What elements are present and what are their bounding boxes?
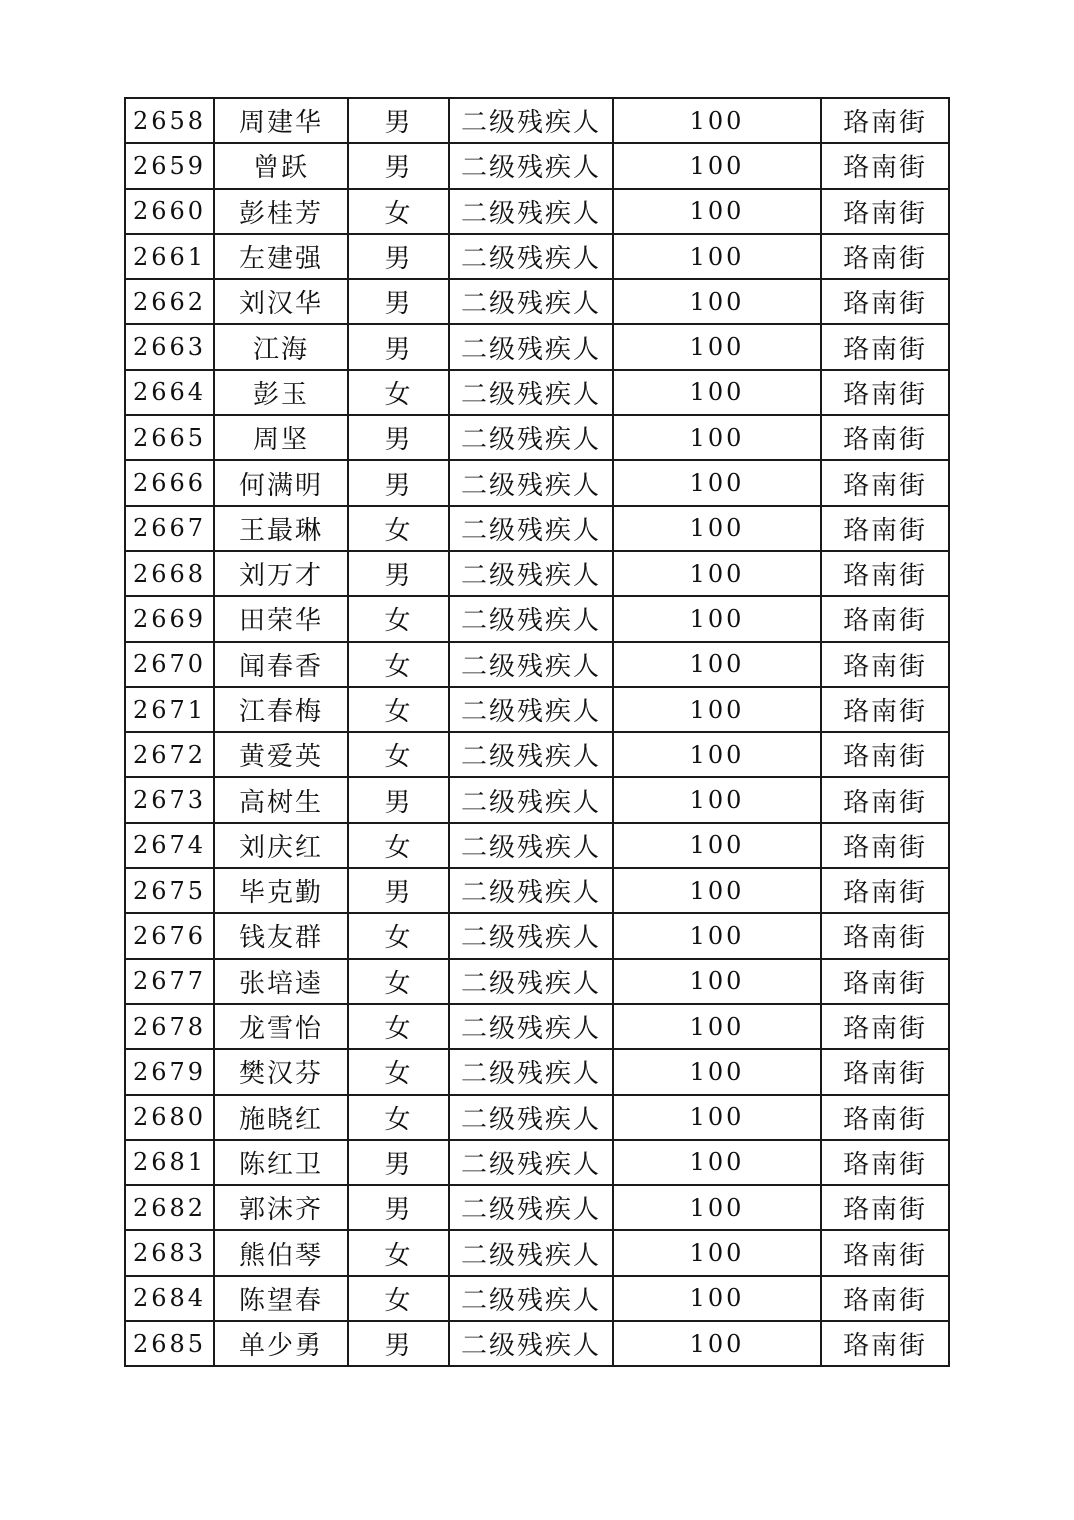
gender-cell: 男 <box>348 1140 449 1185</box>
name-cell: 钱友群 <box>214 913 348 958</box>
amount-cell: 100 <box>613 1321 821 1366</box>
table-row <box>125 415 949 460</box>
amount-cell: 100 <box>613 1004 821 1049</box>
serial-number-cell: 2664 <box>125 370 214 415</box>
serial-number-cell: 2685 <box>125 1321 214 1366</box>
name-cell: 曾跃 <box>214 143 348 188</box>
serial-number-cell: 2665 <box>125 415 214 460</box>
table-row <box>125 1140 949 1185</box>
street-cell: 珞南街 <box>821 189 949 234</box>
disability-level-cell: 二级残疾人 <box>449 324 613 369</box>
street-cell: 珞南街 <box>821 959 949 1004</box>
table-row <box>125 460 949 505</box>
amount-cell: 100 <box>613 415 821 460</box>
name-cell: 刘庆红 <box>214 823 348 868</box>
disability-level-cell: 二级残疾人 <box>449 506 613 551</box>
street-cell: 珞南街 <box>821 98 949 143</box>
gender-cell: 女 <box>348 687 449 732</box>
gender-cell: 男 <box>348 1185 449 1230</box>
disability-level-cell: 二级残疾人 <box>449 1049 613 1094</box>
serial-number-cell: 2668 <box>125 551 214 596</box>
amount-cell: 100 <box>613 1049 821 1094</box>
table-row <box>125 143 949 188</box>
table-row <box>125 868 949 913</box>
serial-number-cell: 2683 <box>125 1230 214 1275</box>
street-cell: 珞南街 <box>821 234 949 279</box>
table-row <box>125 370 949 415</box>
name-cell: 左建强 <box>214 234 348 279</box>
name-cell: 江春梅 <box>214 687 348 732</box>
name-cell: 周坚 <box>214 415 348 460</box>
serial-number-cell: 2666 <box>125 460 214 505</box>
name-cell: 单少勇 <box>214 1321 348 1366</box>
name-cell: 刘万才 <box>214 551 348 596</box>
amount-cell: 100 <box>613 959 821 1004</box>
amount-cell: 100 <box>613 370 821 415</box>
name-cell: 龙雪怡 <box>214 1004 348 1049</box>
amount-cell: 100 <box>613 1230 821 1275</box>
name-cell: 熊伯琴 <box>214 1230 348 1275</box>
name-cell: 陈望春 <box>214 1276 348 1321</box>
gender-cell: 女 <box>348 370 449 415</box>
street-cell: 珞南街 <box>821 143 949 188</box>
table-row <box>125 1095 949 1140</box>
amount-cell: 100 <box>613 324 821 369</box>
amount-cell: 100 <box>613 1095 821 1140</box>
street-cell: 珞南街 <box>821 868 949 913</box>
gender-cell: 男 <box>348 279 449 324</box>
table-row <box>125 777 949 822</box>
disability-level-cell: 二级残疾人 <box>449 1276 613 1321</box>
gender-cell: 男 <box>348 777 449 822</box>
name-cell: 彭玉 <box>214 370 348 415</box>
gender-cell: 女 <box>348 1276 449 1321</box>
name-cell: 陈红卫 <box>214 1140 348 1185</box>
gender-cell: 女 <box>348 959 449 1004</box>
serial-number-cell: 2684 <box>125 1276 214 1321</box>
serial-number-cell: 2673 <box>125 777 214 822</box>
disability-level-cell: 二级残疾人 <box>449 189 613 234</box>
disability-level-cell: 二级残疾人 <box>449 1321 613 1366</box>
street-cell: 珞南街 <box>821 1276 949 1321</box>
name-cell: 周建华 <box>214 98 348 143</box>
table-row <box>125 189 949 234</box>
street-cell: 珞南街 <box>821 1004 949 1049</box>
table-row <box>125 1185 949 1230</box>
serial-number-cell: 2672 <box>125 732 214 777</box>
amount-cell: 100 <box>613 642 821 687</box>
serial-number-cell: 2661 <box>125 234 214 279</box>
street-cell: 珞南街 <box>821 823 949 868</box>
amount-cell: 100 <box>613 868 821 913</box>
table-row <box>125 1276 949 1321</box>
amount-cell: 100 <box>613 1185 821 1230</box>
street-cell: 珞南街 <box>821 1095 949 1140</box>
table-row <box>125 1321 949 1366</box>
gender-cell: 女 <box>348 506 449 551</box>
gender-cell: 男 <box>348 1321 449 1366</box>
serial-number-cell: 2669 <box>125 596 214 641</box>
amount-cell: 100 <box>613 596 821 641</box>
disability-level-cell: 二级残疾人 <box>449 234 613 279</box>
street-cell: 珞南街 <box>821 415 949 460</box>
table-row <box>125 732 949 777</box>
disability-level-cell: 二级残疾人 <box>449 596 613 641</box>
gender-cell: 女 <box>348 642 449 687</box>
gender-cell: 女 <box>348 1095 449 1140</box>
serial-number-cell: 2681 <box>125 1140 214 1185</box>
table-row <box>125 913 949 958</box>
disability-level-cell: 二级残疾人 <box>449 959 613 1004</box>
street-cell: 珞南街 <box>821 596 949 641</box>
gender-cell: 男 <box>348 143 449 188</box>
gender-cell: 女 <box>348 732 449 777</box>
street-cell: 珞南街 <box>821 1230 949 1275</box>
street-cell: 珞南街 <box>821 687 949 732</box>
amount-cell: 100 <box>613 460 821 505</box>
amount-cell: 100 <box>613 823 821 868</box>
disability-level-cell: 二级残疾人 <box>449 687 613 732</box>
amount-cell: 100 <box>613 98 821 143</box>
gender-cell: 女 <box>348 913 449 958</box>
street-cell: 珞南街 <box>821 1140 949 1185</box>
gender-cell: 女 <box>348 823 449 868</box>
serial-number-cell: 2658 <box>125 98 214 143</box>
gender-cell: 男 <box>348 324 449 369</box>
street-cell: 珞南街 <box>821 279 949 324</box>
name-cell: 闻春香 <box>214 642 348 687</box>
amount-cell: 100 <box>613 279 821 324</box>
serial-number-cell: 2676 <box>125 913 214 958</box>
street-cell: 珞南街 <box>821 1321 949 1366</box>
roster-table <box>124 97 950 1367</box>
serial-number-cell: 2667 <box>125 506 214 551</box>
serial-number-cell: 2675 <box>125 868 214 913</box>
serial-number-cell: 2670 <box>125 642 214 687</box>
table-row <box>125 1004 949 1049</box>
amount-cell: 100 <box>613 506 821 551</box>
table-row <box>125 324 949 369</box>
serial-number-cell: 2663 <box>125 324 214 369</box>
amount-cell: 100 <box>613 189 821 234</box>
street-cell: 珞南街 <box>821 1185 949 1230</box>
street-cell: 珞南街 <box>821 642 949 687</box>
serial-number-cell: 2682 <box>125 1185 214 1230</box>
name-cell: 黄爱英 <box>214 732 348 777</box>
gender-cell: 男 <box>348 98 449 143</box>
disability-level-cell: 二级残疾人 <box>449 460 613 505</box>
gender-cell: 男 <box>348 868 449 913</box>
disability-level-cell: 二级残疾人 <box>449 279 613 324</box>
gender-cell: 女 <box>348 596 449 641</box>
table-row <box>125 279 949 324</box>
street-cell: 珞南街 <box>821 506 949 551</box>
table-row <box>125 1049 949 1094</box>
table-row <box>125 551 949 596</box>
table-row <box>125 642 949 687</box>
disability-level-cell: 二级残疾人 <box>449 415 613 460</box>
table-row <box>125 234 949 279</box>
gender-cell: 男 <box>348 234 449 279</box>
name-cell: 樊汉芬 <box>214 1049 348 1094</box>
amount-cell: 100 <box>613 234 821 279</box>
disability-level-cell: 二级残疾人 <box>449 777 613 822</box>
table-row <box>125 959 949 1004</box>
disability-level-cell: 二级残疾人 <box>449 823 613 868</box>
name-cell: 施晓红 <box>214 1095 348 1140</box>
name-cell: 王最琳 <box>214 506 348 551</box>
gender-cell: 女 <box>348 189 449 234</box>
table-row <box>125 823 949 868</box>
table-row <box>125 506 949 551</box>
street-cell: 珞南街 <box>821 913 949 958</box>
name-cell: 毕克勤 <box>214 868 348 913</box>
amount-cell: 100 <box>613 551 821 596</box>
amount-cell: 100 <box>613 913 821 958</box>
serial-number-cell: 2659 <box>125 143 214 188</box>
amount-cell: 100 <box>613 732 821 777</box>
serial-number-cell: 2678 <box>125 1004 214 1049</box>
disability-level-cell: 二级残疾人 <box>449 1140 613 1185</box>
name-cell: 张培逵 <box>214 959 348 1004</box>
gender-cell: 男 <box>348 551 449 596</box>
amount-cell: 100 <box>613 777 821 822</box>
amount-cell: 100 <box>613 143 821 188</box>
roster-table-container <box>124 97 948 1367</box>
name-cell: 田荣华 <box>214 596 348 641</box>
serial-number-cell: 2662 <box>125 279 214 324</box>
name-cell: 高树生 <box>214 777 348 822</box>
serial-number-cell: 2679 <box>125 1049 214 1094</box>
street-cell: 珞南街 <box>821 777 949 822</box>
name-cell: 彭桂芳 <box>214 189 348 234</box>
gender-cell: 女 <box>348 1230 449 1275</box>
name-cell: 何满明 <box>214 460 348 505</box>
disability-level-cell: 二级残疾人 <box>449 370 613 415</box>
disability-level-cell: 二级残疾人 <box>449 732 613 777</box>
street-cell: 珞南街 <box>821 551 949 596</box>
disability-level-cell: 二级残疾人 <box>449 98 613 143</box>
disability-level-cell: 二级残疾人 <box>449 1230 613 1275</box>
serial-number-cell: 2680 <box>125 1095 214 1140</box>
street-cell: 珞南街 <box>821 460 949 505</box>
disability-level-cell: 二级残疾人 <box>449 642 613 687</box>
gender-cell: 女 <box>348 1004 449 1049</box>
street-cell: 珞南街 <box>821 1049 949 1094</box>
table-row <box>125 687 949 732</box>
disability-level-cell: 二级残疾人 <box>449 1095 613 1140</box>
amount-cell: 100 <box>613 687 821 732</box>
street-cell: 珞南街 <box>821 370 949 415</box>
gender-cell: 女 <box>348 1049 449 1094</box>
serial-number-cell: 2674 <box>125 823 214 868</box>
table-row <box>125 596 949 641</box>
name-cell: 江海 <box>214 324 348 369</box>
serial-number-cell: 2660 <box>125 189 214 234</box>
disability-level-cell: 二级残疾人 <box>449 1004 613 1049</box>
disability-level-cell: 二级残疾人 <box>449 1185 613 1230</box>
disability-level-cell: 二级残疾人 <box>449 551 613 596</box>
disability-level-cell: 二级残疾人 <box>449 913 613 958</box>
name-cell: 郭沫齐 <box>214 1185 348 1230</box>
table-row <box>125 98 949 143</box>
gender-cell: 男 <box>348 415 449 460</box>
street-cell: 珞南街 <box>821 732 949 777</box>
disability-level-cell: 二级残疾人 <box>449 143 613 188</box>
gender-cell: 男 <box>348 460 449 505</box>
amount-cell: 100 <box>613 1140 821 1185</box>
table-row <box>125 1230 949 1275</box>
roster-table-body <box>125 98 949 1366</box>
serial-number-cell: 2671 <box>125 687 214 732</box>
disability-level-cell: 二级残疾人 <box>449 868 613 913</box>
serial-number-cell: 2677 <box>125 959 214 1004</box>
amount-cell: 100 <box>613 1276 821 1321</box>
street-cell: 珞南街 <box>821 324 949 369</box>
name-cell: 刘汉华 <box>214 279 348 324</box>
